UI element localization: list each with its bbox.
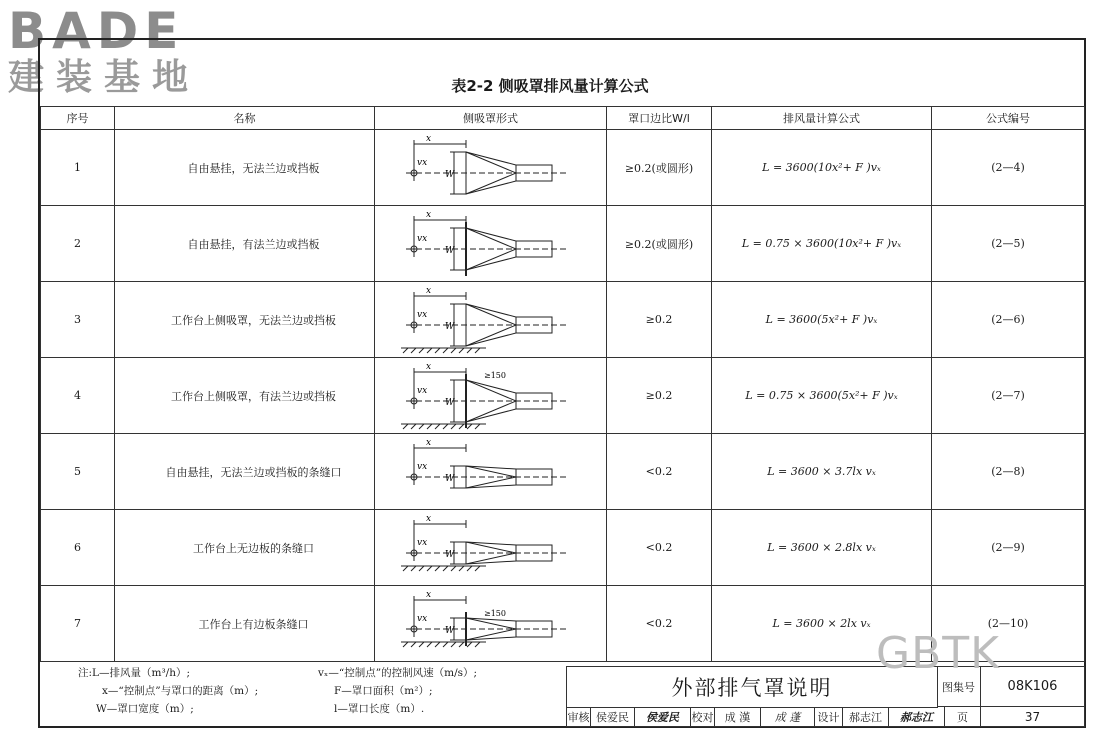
logo-sub-text: 建装基地	[8, 57, 201, 98]
w-label: W	[444, 625, 454, 636]
row-formula: L = 0.75 × 3600(5x²+ F )vₓ	[712, 358, 932, 434]
x-label: x	[425, 209, 431, 220]
w-label: W	[444, 473, 454, 484]
header-code: 公式编号	[932, 107, 1085, 130]
x-label: x	[425, 285, 431, 296]
w-label: W	[444, 397, 454, 408]
table-header-row	[41, 107, 1085, 130]
row-ratio: <0.2	[607, 434, 712, 510]
notes	[78, 664, 477, 718]
header-no: 序号	[41, 107, 115, 130]
checker-signature: 成 蓬	[761, 707, 815, 727]
row-number: 4	[41, 358, 115, 434]
vx-label: vx	[416, 157, 427, 168]
row-name: 自由悬挂，无法兰边或挡板的条缝口	[115, 434, 375, 510]
x-label: x	[425, 133, 431, 144]
hood-diagram	[375, 586, 607, 662]
x-label: x	[425, 361, 431, 372]
hood-diagram	[375, 130, 607, 206]
checker-name: 成 漢	[715, 707, 761, 727]
row-ratio: ≥0.2(或圆形)	[607, 206, 712, 282]
row-formula: L = 3600 × 2lx vₓ	[712, 586, 932, 662]
note-f: F—罩口面积（m²）;	[334, 685, 433, 697]
vx-label: vx	[416, 461, 427, 472]
hood-diagram	[375, 434, 607, 510]
hood-diagram	[375, 282, 607, 358]
note-x: x—“控制点”与罩口的距离（m）;	[102, 685, 259, 697]
row-number: 2	[41, 206, 115, 282]
hood-diagram-svg	[391, 436, 591, 508]
table-title: 表2-2 侧吸罩排风量计算公式	[451, 77, 649, 95]
vx-label: vx	[416, 385, 427, 396]
x-label: x	[425, 437, 431, 448]
w-label: W	[444, 245, 454, 256]
note-l: 注:L—排风量（m³/h）;	[78, 667, 191, 679]
w-label: W	[444, 549, 454, 560]
reviewer-signature: 侯爱民	[635, 707, 691, 727]
hood-diagram	[375, 358, 607, 434]
hood-diagram-svg	[391, 588, 591, 660]
gbtk-watermark: GBTK	[876, 628, 1001, 679]
header-formula: 排风量计算公式	[712, 107, 932, 130]
row-name: 自由悬挂，有法兰边或挡板	[115, 206, 375, 282]
table-row	[41, 206, 1085, 282]
row-code: (2—7)	[932, 358, 1085, 434]
header-form: 侧吸罩形式	[375, 107, 607, 130]
row-name: 工作台上侧吸罩，无法兰边或挡板	[115, 282, 375, 358]
w-label: W	[444, 169, 454, 180]
row-ratio: <0.2	[607, 510, 712, 586]
row-formula: L = 3600 × 3.7lx vₓ	[712, 434, 932, 510]
vx-label: vx	[416, 613, 427, 624]
row-ratio: ≥0.2	[607, 358, 712, 434]
row-ratio: <0.2	[607, 586, 712, 662]
dim-150-label: ≥150	[483, 370, 506, 380]
table-row	[41, 282, 1085, 358]
table-row	[41, 130, 1085, 206]
row-formula: L = 3600(10x²+ F )vₓ	[712, 130, 932, 206]
hood-diagram-svg	[391, 512, 591, 584]
page-label: 页	[945, 707, 981, 727]
vx-label: vx	[416, 537, 427, 548]
atlas-label: 图集号	[937, 667, 981, 707]
vx-label: vx	[416, 233, 427, 244]
table-row	[41, 358, 1085, 434]
row-code: (2—5)	[932, 206, 1085, 282]
x-label: x	[425, 513, 431, 524]
table-row	[41, 510, 1085, 586]
hood-diagram-svg	[391, 208, 591, 280]
table-row	[41, 434, 1085, 510]
reviewer-name: 侯爱民	[591, 707, 635, 727]
review-label: 审核	[567, 707, 591, 727]
row-formula: L = 0.75 × 3600(10x²+ F )vₓ	[712, 206, 932, 282]
x-label: x	[425, 589, 431, 600]
row-code: (2—4)	[932, 130, 1085, 206]
row-number: 5	[41, 434, 115, 510]
row-code: (2—8)	[932, 434, 1085, 510]
design-label: 设计	[815, 707, 843, 727]
row-number: 6	[41, 510, 115, 586]
row-formula: L = 3600 × 2.8lx vₓ	[712, 510, 932, 586]
row-name: 工作台上侧吸罩，有法兰边或挡板	[115, 358, 375, 434]
row-number: 3	[41, 282, 115, 358]
hood-diagram	[375, 206, 607, 282]
logo-main-text: BADE	[8, 2, 185, 60]
designer-name: 郝志江	[843, 707, 889, 727]
row-ratio: ≥0.2(或圆形)	[607, 130, 712, 206]
drawing-title: 外部排气罩说明	[567, 667, 938, 708]
row-code: (2—6)	[932, 282, 1085, 358]
row-number: 7	[41, 586, 115, 662]
row-formula: L = 3600(5x²+ F )vₓ	[712, 282, 932, 358]
hood-diagram-svg	[391, 360, 591, 432]
row-ratio: ≥0.2	[607, 282, 712, 358]
page-number: 37	[981, 707, 1085, 727]
hood-diagram-svg	[391, 284, 591, 356]
check-label: 校对	[691, 707, 715, 727]
row-name: 工作台上有边板条缝口	[115, 586, 375, 662]
title-block	[566, 666, 1085, 727]
designer-signature: 郝志江	[889, 707, 945, 727]
row-name: 自由悬挂，无法兰边或挡板	[115, 130, 375, 206]
row-number: 1	[41, 130, 115, 206]
note-l-length: l—罩口长度（m）.	[334, 703, 425, 715]
header-ratio: 罩口边比W/l	[607, 107, 712, 130]
atlas-number: 08K106	[981, 667, 1085, 707]
note-vx: vₓ—“控制点”的控制风速（m/s）;	[318, 667, 478, 679]
row-code: (2—10)	[932, 586, 1085, 662]
row-name: 工作台上无边板的条缝口	[115, 510, 375, 586]
vx-label: vx	[416, 309, 427, 320]
formula-table	[40, 106, 1085, 662]
dim-150-label: ≥150	[483, 608, 506, 618]
row-code: (2—9)	[932, 510, 1085, 586]
note-w: W—罩口宽度（m）;	[96, 703, 194, 715]
hood-diagram	[375, 510, 607, 586]
hood-diagram-svg	[391, 132, 591, 204]
header-name: 名称	[115, 107, 375, 130]
w-label: W	[444, 321, 454, 332]
